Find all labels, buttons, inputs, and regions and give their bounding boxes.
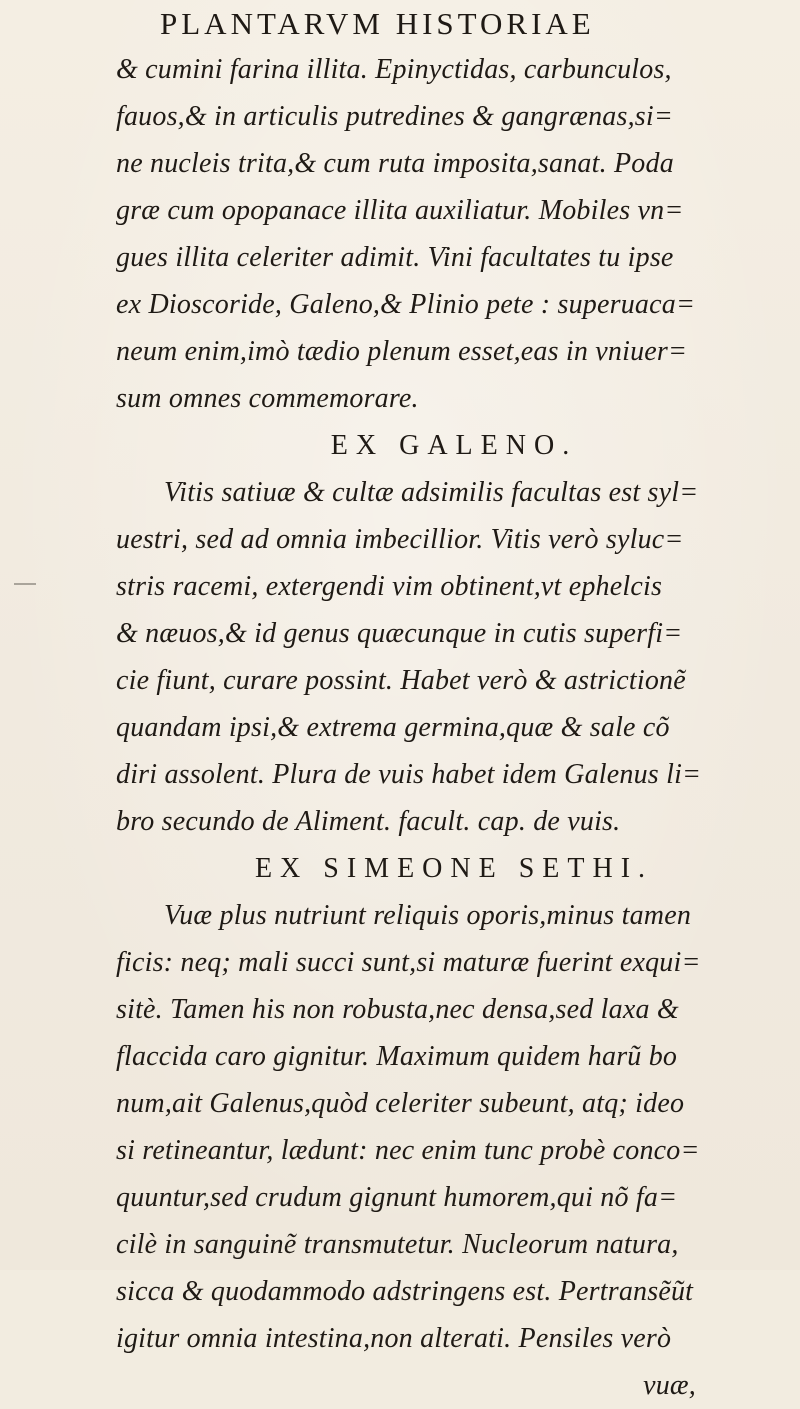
text-line: cie fiunt, curare possint. Habet verò & astrictionẽ	[116, 665, 686, 696]
text-line: flaccida caro gignitur. Maximum quidem harũ bo	[116, 1041, 678, 1072]
text-line: gues illita celeriter adimit. Vini facultates tu ipse	[116, 242, 674, 273]
text-line: sitè. Tamen his non robusta,nec densa,sed laxa &	[116, 994, 679, 1025]
text-line: quuntur,sed crudum gignunt humorem,qui nõ fa=	[116, 1182, 678, 1213]
text-line: stris racemi, extergendi vim obtinent,vt ephelcis	[116, 571, 663, 602]
text-line: fauos,& in articulis putredines & gangrænas,si=	[116, 101, 673, 132]
text-line: sum omnes commemorare.	[116, 383, 419, 414]
text-line: igitur omnia intestina,non alterati. Pensiles verò	[116, 1323, 672, 1354]
text-line: bro secundo de Aliment. facult. cap. de vuis.	[116, 806, 621, 837]
text-line: ex Dioscoride, Galeno,& Plinio pete : superuaca=	[116, 289, 696, 320]
catchword: vuæ,	[643, 1370, 696, 1401]
text-line: Vitis satiuæ & cultæ adsimilis facultas est syl=	[164, 477, 699, 508]
text-line: sicca & quodammodo adstringens est. Pertransẽũt	[116, 1276, 694, 1307]
text-line: ne nucleis trita,& cum ruta imposita,sanat. Poda	[116, 148, 674, 179]
text-line: neum enim,imò tædio plenum esset,eas in vniuer=	[116, 336, 688, 367]
text-line: num,ait Galenus,quòd celeriter subeunt, atq; ideo	[116, 1088, 685, 1119]
text-line: diri assolent. Plura de vuis habet idem Galenus li=	[116, 759, 702, 790]
text-line: quandam ipsi,& extrema germina,quæ & sale cõ	[116, 712, 670, 743]
section-heading: EX SIMEONE SETHI.	[254, 853, 654, 884]
margin-mark	[14, 583, 36, 585]
text-line: græ cum opopanace illita auxiliatur. Mobiles vn=	[116, 195, 684, 226]
text-line: si retineantur, lædunt: nec enim tunc probè conco=	[116, 1135, 700, 1166]
running-head: PLANTARVM HISTORIAE	[160, 6, 595, 41]
text-line: cilè in sanguinẽ transmutetur. Nucleorum natura,	[116, 1229, 679, 1260]
text-line: Vuæ plus nutriunt reliquis oporis,minus tamen	[164, 900, 692, 931]
text-line: & cumini farina illita. Epinyctidas, carbunculos,	[116, 54, 672, 85]
text-line: uestri, sed ad omnia imbecillior. Vitis verò syluc=	[116, 524, 684, 555]
text-line: & næuos,& id genus quæcunque in cutis superfi=	[116, 618, 683, 649]
text-line: ficis: neq; mali succi sunt,si maturæ fuerint exqui=	[116, 947, 701, 978]
section-heading: EX GALENO.	[330, 430, 578, 461]
text-block	[116, 46, 792, 1409]
